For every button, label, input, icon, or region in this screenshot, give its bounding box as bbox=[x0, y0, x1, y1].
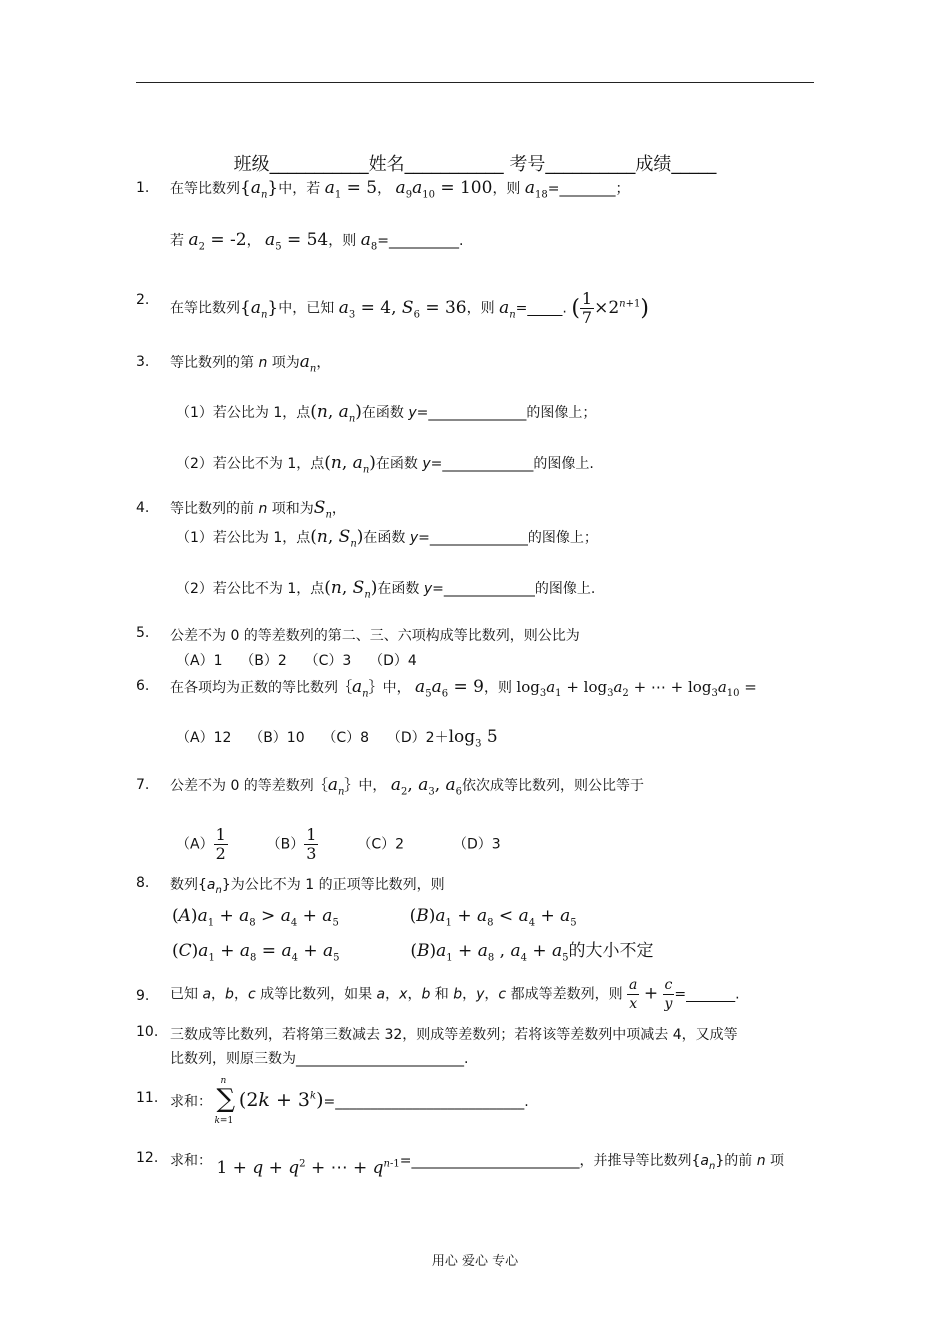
q10-line2: 比数列，则原三数为________________________. bbox=[170, 1051, 469, 1067]
q9-number: 9. bbox=[136, 988, 150, 1004]
q5-options: （A）1 （B）2 （C）3 （D）4 bbox=[176, 653, 417, 669]
q10-number: 10. bbox=[136, 1024, 159, 1040]
header-rule bbox=[136, 82, 814, 83]
q2-line: 在等比数列$\{a_n\}$中，已知 $a_3 = 4$, $S_6 = 36$，则 $a_n=\_\_\_\_\_$. ( $\frac{1}{7}$ $\times 2^{n+1}$) bbox=[170, 289, 649, 327]
q7-options: （A） $\frac{1}{2}$ （B） $\frac{1}{3}$ （C）2 （D）3 bbox=[176, 825, 501, 863]
q3-stem: 等比数列的第 n 项为$a_n$， bbox=[170, 352, 331, 375]
q9-stem: 已知 a，b，c 成等比数列，如果 a，x，b 和 b，y，c 都成等差数列，则 $\frac{a}{x}$ + $\frac{c}{y}$ =_______. bbox=[170, 977, 740, 1012]
q5-number: 5. bbox=[136, 625, 150, 641]
q3-part2: （2）若公比不为 1，点(n, $a_n$)在函数 y=_____________的图像上. bbox=[176, 453, 594, 476]
q3-part1: （1）若公比为 1，点(n, $a_n$)在函数 y=______________的图像上； bbox=[176, 402, 597, 425]
q7-number: 7. bbox=[136, 777, 150, 793]
q3-number: 3. bbox=[136, 354, 150, 370]
q8-stem: 数列$\{a_n\}$为公比不为 1 的正项等比数列，则 bbox=[170, 877, 445, 896]
q6-number: 6. bbox=[136, 678, 150, 694]
q5-stem: 公差不为 0 的等差数列的第二、三、六项构成等比数列，则公比为 bbox=[170, 628, 580, 644]
q7-stem: 公差不为 0 的等差数列$\{a_n\}$中， $a_2$, $a_3$, $a_6$依次成等比数列，则公比等于 bbox=[170, 775, 645, 798]
q12-number: 12. bbox=[136, 1150, 159, 1166]
q6-options: （A）12 （B）10 （C）8 $(D)2+\log_3$ 5 bbox=[176, 727, 498, 750]
q8-options-row1: $(A)a_1 + a_8 > a_4 + a_5$ $(B)a_1 + a_8 < a_4 + a_5$ bbox=[172, 906, 577, 929]
q4-part1: （1）若公比为 1，点(n, $S_n$)在函数 y=______________的图像上； bbox=[176, 527, 598, 550]
page-footer: 用心 爱心 专心 bbox=[431, 1254, 519, 1269]
sum-symbol: n ∑ k=1 bbox=[214, 1076, 236, 1126]
q4-stem: 等比数列的前 n 项和为$S_n$， bbox=[170, 498, 346, 521]
q1-line1: 在等比数列$\{a_n\}$中，若 $a_1 = 5$， $a_9a_{10} = 100$，则 $a_{18}=\_\_\_\_\_\_\_\_$； bbox=[170, 178, 630, 201]
q11-number: 11. bbox=[136, 1090, 159, 1106]
q11-stem: 求和： n ∑ k=1 $(2k + 3^k)=\_\_\_\_\_\_\_\_\_\_\_\_\_\_\_\_\_\_\_\_\_\_\_\_\_\_\_$. bbox=[170, 1076, 529, 1126]
q6-stem: 在各项均为正数的等比数列$\{a_n\}$中， $a_5a_6 = 9$，则 $\log_3a_1 + \log_3a_2$ + ⋯ + $\log_3a_{10}$ = bbox=[170, 677, 757, 700]
q1-line2: 若 $a_2 = -2$， $a_5 = 54$，则 $a_8=\_\_\_\_\_\_\_\_\_\_$. bbox=[170, 230, 464, 253]
q8-options-row2: $(C)a_1 + a_8 = a_4 + a_5$ $(B)a_1 + a_8$ , $a_4 + a_5$的大小不定 bbox=[172, 941, 654, 964]
q1-number: 1. bbox=[136, 180, 150, 196]
q10-line1: 三数成等比数列，若将第三数减去 32，则成等差数列；若将该等差数列中项减去 4，又成等 bbox=[170, 1027, 738, 1043]
student-info-header: 班级___________姓名___________ 考号__________成绩_____ bbox=[233, 154, 717, 175]
q4-number: 4. bbox=[136, 500, 150, 516]
q12-stem: 求和： $1 + q + q^2$ + ⋯ + $q^{n-1}=\_\_\_\_\_\_\_\_\_\_\_\_\_\_\_\_\_\_\_\_\_\_\_\_$，并推导等比数列$\{a_n\}$的前 n 项 bbox=[170, 1153, 785, 1178]
q2-number: 2. bbox=[136, 292, 150, 308]
q8-number: 8. bbox=[136, 875, 150, 891]
q4-part2: （2）若公比不为 1，点(n, $S_n$)在函数 y=_____________的图像上. bbox=[176, 578, 596, 601]
